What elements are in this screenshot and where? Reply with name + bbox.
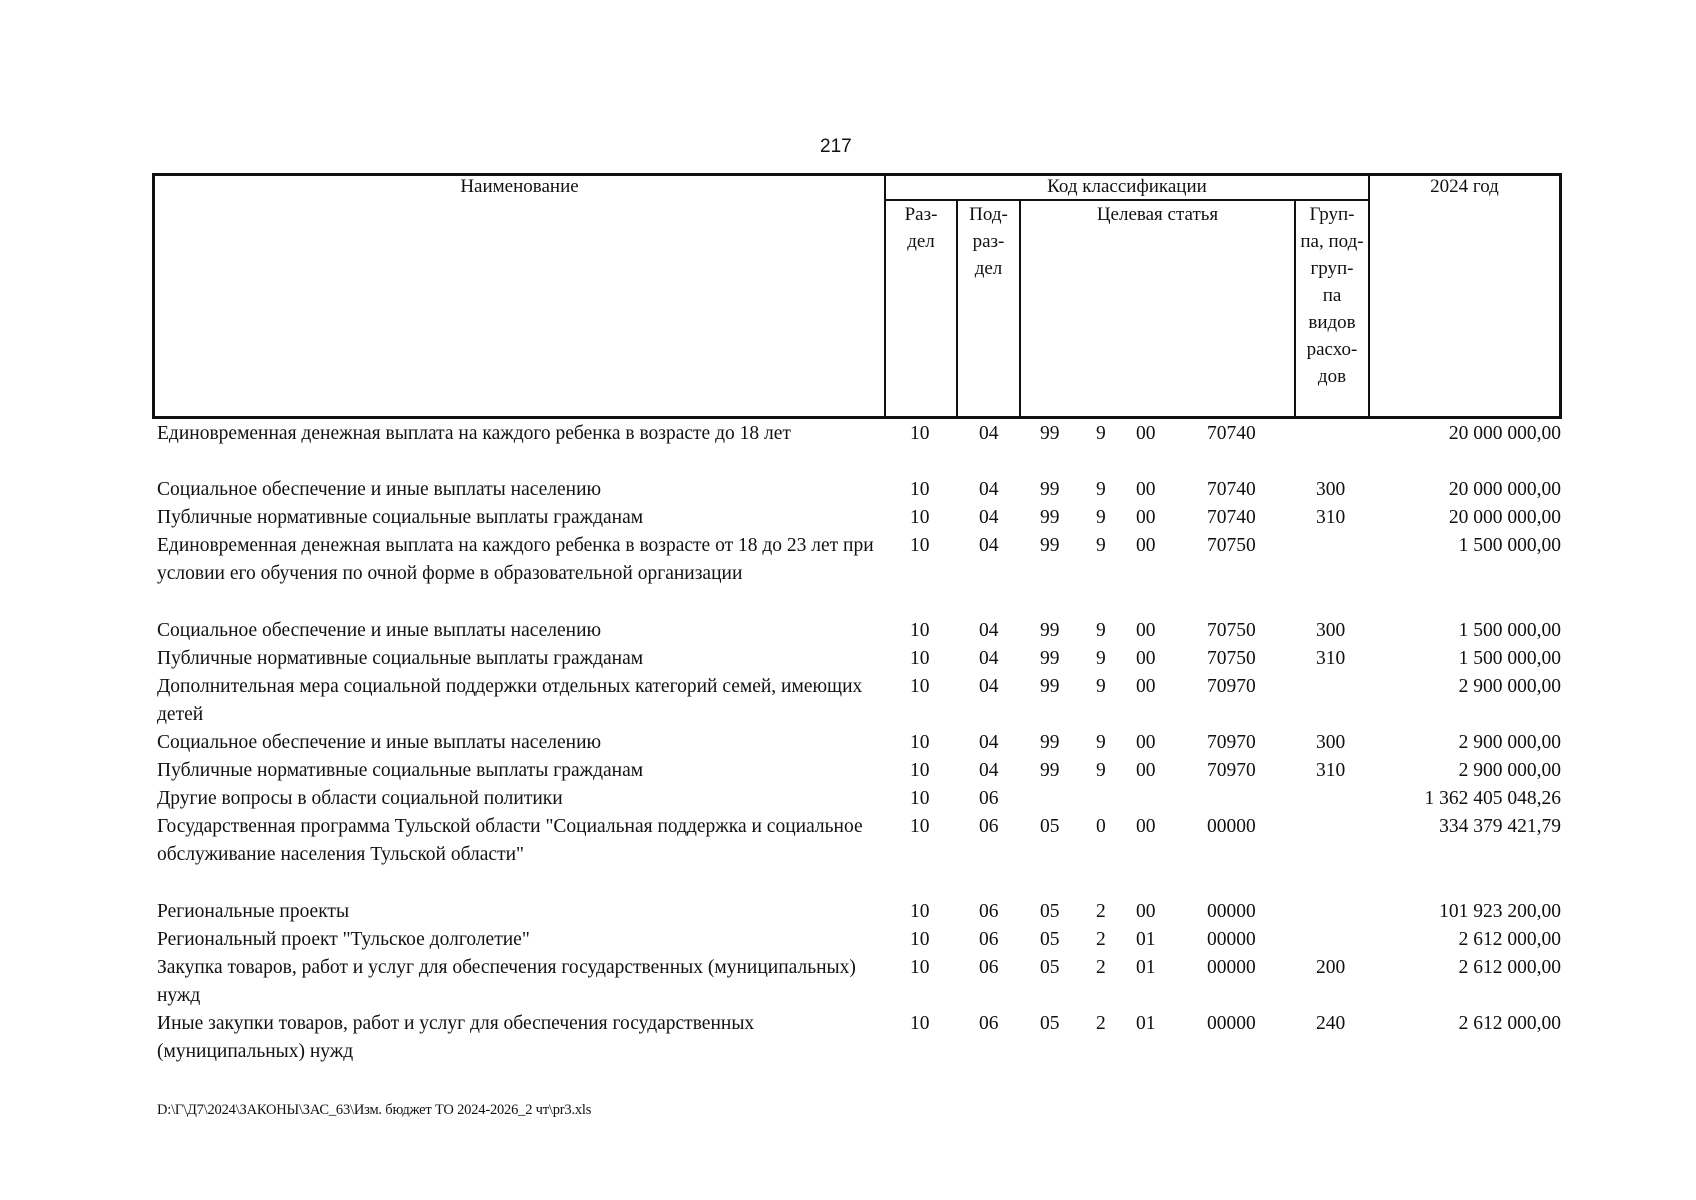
row-name: Социальное обеспечение и иные выплаты населению [157,732,602,753]
row-amount: 2 900 000,00 [1458,732,1561,753]
row-subprogram: 2 [1096,929,1106,950]
header-name: Наименование [460,176,579,197]
row-expense-type: 310 [1316,648,1346,669]
row-razdel: 10 [910,957,930,978]
row-podrazdel: 04 [979,648,999,669]
row-name: Социальное обеспечение и иные выплаты населению [157,620,602,641]
row-group: 01 [1136,1013,1156,1034]
row-article-number: 70750 [1207,648,1256,669]
row-razdel: 10 [910,929,930,950]
row-podrazdel: 06 [979,816,999,837]
row-article-number: 70740 [1207,507,1256,528]
row-amount: 20 000 000,00 [1448,479,1561,500]
row-amount: 1 362 405 048,26 [1424,788,1561,809]
row-expense-type: 300 [1316,620,1346,641]
row-expense-type: 310 [1316,760,1346,781]
row-group: 01 [1136,957,1156,978]
header-expense-group: Груп- па, под- груп- па видов расхо- дов [1300,204,1364,387]
row-article-number: 00000 [1207,816,1256,837]
row-subprogram: 9 [1096,648,1106,669]
table-header [152,173,1562,419]
row-group: 00 [1136,648,1156,669]
row-expense-type: 200 [1316,957,1346,978]
row-name: Публичные нормативные социальные выплаты гражданам [157,648,644,669]
row-program: 99 [1040,732,1060,753]
row-program: 99 [1040,479,1060,500]
row-expense-type: 310 [1316,507,1346,528]
row-program: 99 [1040,676,1060,697]
row-expense-type: 300 [1316,479,1346,500]
row-subprogram: 9 [1096,732,1106,753]
row-article-number: 00000 [1207,929,1256,950]
row-subprogram: 2 [1096,901,1106,922]
row-amount: 2 900 000,00 [1458,760,1561,781]
row-podrazdel: 06 [979,788,999,809]
row-amount: 1 500 000,00 [1458,620,1561,641]
header-subsection: Под- раз- дел [969,204,1008,279]
row-article-number: 70970 [1207,676,1256,697]
row-name: Иные закупки товаров, работ и услуг для обеспечения государственных (муниципальных) нужд [157,1013,755,1062]
row-name: Социальное обеспечение и иные выплаты населению [157,479,602,500]
row-amount: 20 000 000,00 [1448,507,1561,528]
row-group: 00 [1136,676,1156,697]
page-number: 217 [820,136,852,157]
row-razdel: 10 [910,788,930,809]
row-razdel: 10 [910,535,930,556]
row-podrazdel: 04 [979,620,999,641]
row-group: 01 [1136,929,1156,950]
row-razdel: 10 [910,901,930,922]
row-razdel: 10 [910,423,930,444]
row-name: Региональный проект "Тульское долголетие" [157,929,530,950]
row-razdel: 10 [910,1013,930,1034]
row-razdel: 10 [910,507,930,528]
row-article-number: 00000 [1207,1013,1256,1034]
row-podrazdel: 04 [979,732,999,753]
row-name: Дополнительная мера социальной поддержки отдельных категорий семей, имеющих детей [157,676,863,725]
row-program: 99 [1040,423,1060,444]
row-razdel: 10 [910,816,930,837]
row-amount: 334 379 421,79 [1439,816,1561,837]
row-subprogram: 2 [1096,957,1106,978]
row-group: 00 [1136,620,1156,641]
row-article-number: 70740 [1207,479,1256,500]
row-subprogram: 2 [1096,1013,1106,1034]
header-section: Раз- дел [904,204,938,252]
row-podrazdel: 04 [979,479,999,500]
row-name: Региональные проекты [157,901,350,922]
row-group: 00 [1136,901,1156,922]
row-razdel: 10 [910,760,930,781]
row-program: 99 [1040,535,1060,556]
row-article-number: 70740 [1207,423,1256,444]
row-podrazdel: 06 [979,957,999,978]
row-razdel: 10 [910,620,930,641]
row-program: 99 [1040,760,1060,781]
header-target-article: Целевая статья [1096,204,1219,225]
row-program: 99 [1040,620,1060,641]
row-program: 99 [1040,507,1060,528]
row-name: Другие вопросы в области социальной политики [157,788,563,809]
footer-file-path: D:\Г\Д7\2024\ЗАКОНЫ\ЗАС_63\Изм. бюджет ТО 2024-2026_2 чт\pr3.xls [157,1102,592,1118]
row-podrazdel: 06 [979,901,999,922]
row-group: 00 [1136,816,1156,837]
row-program: 05 [1040,929,1060,950]
row-expense-type: 240 [1316,1013,1346,1034]
row-group: 00 [1136,507,1156,528]
row-subprogram: 9 [1096,423,1106,444]
row-razdel: 10 [910,732,930,753]
row-amount: 2 612 000,00 [1458,957,1561,978]
row-program: 05 [1040,816,1060,837]
row-subprogram: 9 [1096,760,1106,781]
row-podrazdel: 04 [979,535,999,556]
header-year: 2024 год [1430,176,1499,197]
row-group: 00 [1136,479,1156,500]
row-subprogram: 9 [1096,507,1106,528]
row-name: Публичные нормативные социальные выплаты гражданам [157,760,644,781]
row-amount: 101 923 200,00 [1439,901,1561,922]
row-name: Закупка товаров, работ и услуг для обеспечения государственных (муниципальных) нужд [157,957,856,1006]
row-name: Государственная программа Тульской области "Социальная поддержка и социальное обслуживание населения Тульской области" [157,816,863,865]
row-amount: 2 612 000,00 [1458,1013,1561,1034]
row-group: 00 [1136,760,1156,781]
row-amount: 1 500 000,00 [1458,535,1561,556]
row-razdel: 10 [910,648,930,669]
row-subprogram: 9 [1096,535,1106,556]
row-name: Публичные нормативные социальные выплаты гражданам [157,507,644,528]
row-podrazdel: 04 [979,760,999,781]
row-group: 00 [1136,732,1156,753]
row-razdel: 10 [910,676,930,697]
row-name: Единовременная денежная выплата на каждого ребенка в возрасте до 18 лет [157,423,791,444]
row-razdel: 10 [910,479,930,500]
row-article-number: 00000 [1207,901,1256,922]
row-program: 05 [1040,901,1060,922]
row-article-number: 00000 [1207,957,1256,978]
row-subprogram: 9 [1096,620,1106,641]
row-article-number: 70970 [1207,760,1256,781]
row-group: 00 [1136,535,1156,556]
row-program: 99 [1040,648,1060,669]
row-article-number: 70750 [1207,535,1256,556]
row-program: 05 [1040,957,1060,978]
row-subprogram: 9 [1096,479,1106,500]
row-podrazdel: 04 [979,676,999,697]
row-amount: 1 500 000,00 [1458,648,1561,669]
row-podrazdel: 04 [979,507,999,528]
row-podrazdel: 06 [979,929,999,950]
row-amount: 2 612 000,00 [1458,929,1561,950]
row-amount: 2 900 000,00 [1458,676,1561,697]
row-expense-type: 300 [1316,732,1346,753]
row-subprogram: 0 [1096,816,1106,837]
row-podrazdel: 04 [979,423,999,444]
row-program: 05 [1040,1013,1060,1034]
row-article-number: 70750 [1207,620,1256,641]
row-group: 00 [1136,423,1156,444]
row-amount: 20 000 000,00 [1448,423,1561,444]
row-name: Единовременная денежная выплата на каждого ребенка в возрасте от 18 до 23 лет при условии его обучения по очной форме в образовательной организации [157,535,874,584]
header-classification-code: Код классификации [1047,176,1207,197]
row-subprogram: 9 [1096,676,1106,697]
row-article-number: 70970 [1207,732,1256,753]
row-podrazdel: 06 [979,1013,999,1034]
